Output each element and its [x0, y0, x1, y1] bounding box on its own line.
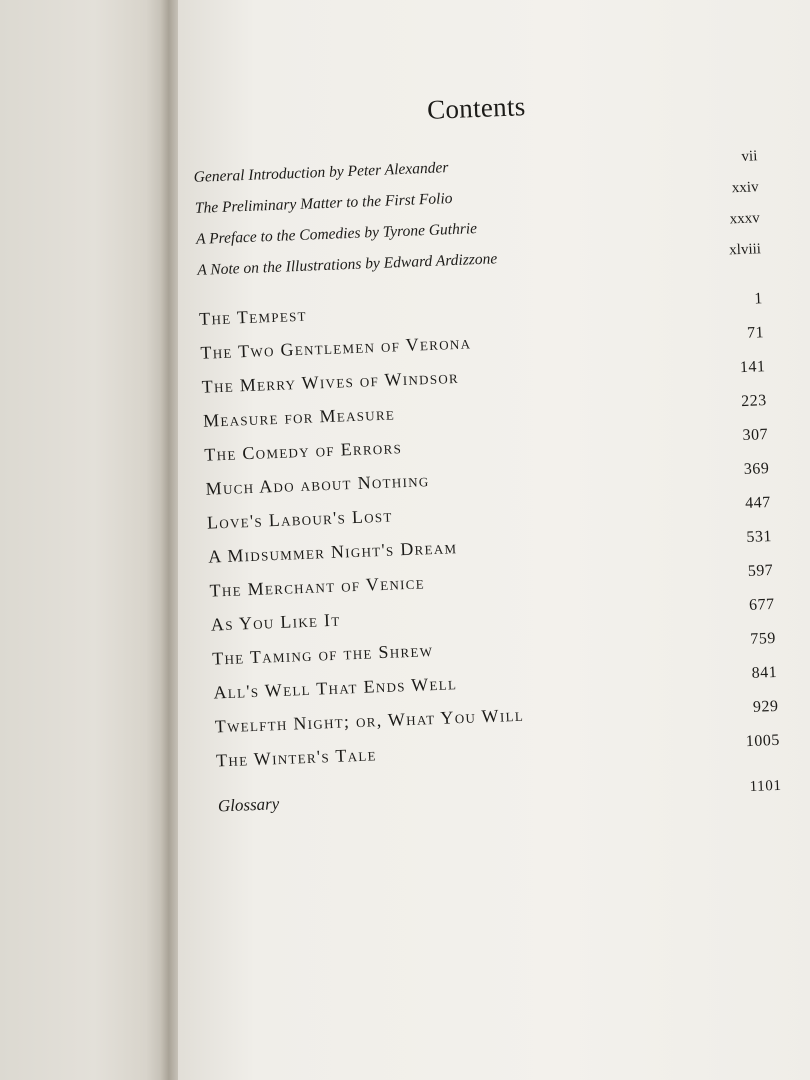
toc-page-number: 1101	[749, 777, 782, 796]
toc-entry-title: General Introduction by Peter Alexander	[193, 159, 449, 186]
toc-page-number: xxxv	[729, 210, 761, 228]
toc-page-number: xlviii	[728, 241, 762, 259]
toc-entry-title: The Taming of the Shrew	[211, 640, 434, 669]
toc-entry-title: The Comedy of Errors	[204, 437, 403, 465]
toc-page-number: 1005	[745, 731, 781, 751]
toc-page-number: 677	[748, 595, 775, 614]
toc-page-number: 1	[753, 290, 764, 308]
toc-entry-title: Much Ado about Nothing	[205, 470, 430, 499]
front-matter-list	[193, 147, 767, 293]
toc-entry-title: All's Well That Ends Well	[213, 673, 458, 703]
toc-page-number: 71	[746, 324, 765, 342]
contents-page	[190, 58, 788, 816]
toc-page-number: 447	[744, 494, 771, 512]
page-title: Contents	[426, 91, 527, 125]
toc-page-number: 223	[740, 392, 768, 411]
toc-entry-title: Glossary	[217, 794, 280, 816]
toc-page-number: 531	[746, 528, 773, 546]
toc-page-number: 597	[747, 561, 774, 580]
toc-page-number: xxiv	[731, 179, 759, 197]
toc-entry-title: The Tempest	[198, 304, 308, 329]
toc-entry-title: The Preliminary Matter to the First Folio	[194, 190, 453, 217]
toc-entry-title: The Winter's Tale	[215, 744, 378, 771]
toc-entry-title: A Preface to the Comedies by Tyrone Guthrie	[195, 220, 478, 248]
toc-page-number: 841	[751, 663, 778, 682]
plays-list	[199, 287, 787, 785]
toc-page-number: 929	[752, 697, 779, 716]
toc-entry-title: Love's Labour's Lost	[206, 505, 393, 533]
left-page	[0, 0, 172, 1080]
toc-page-number: 369	[743, 460, 770, 479]
toc-entry-title: Twelfth Night; or, What You Will	[214, 704, 525, 737]
toc-entry-title: Measure for Measure	[202, 403, 396, 431]
toc-entry-title: As You Like It	[210, 609, 341, 635]
toc-page-number: 307	[742, 426, 769, 445]
toc-entry-title: A Note on the Illustrations by Edward Ardizzone	[196, 250, 498, 279]
toc-entry-title: A Midsummer Night's Dream	[207, 537, 458, 567]
toc-entry-title: The Merry Wives of Windsor	[201, 366, 460, 397]
toc-page-number: 141	[739, 358, 766, 377]
toc-page-number: 759	[750, 629, 777, 648]
toc-entry-title: The Merchant of Venice	[209, 572, 426, 601]
toc-page-number: vii	[741, 148, 758, 165]
toc-entry-title: The Two Gentlemen of Verona	[200, 332, 472, 363]
